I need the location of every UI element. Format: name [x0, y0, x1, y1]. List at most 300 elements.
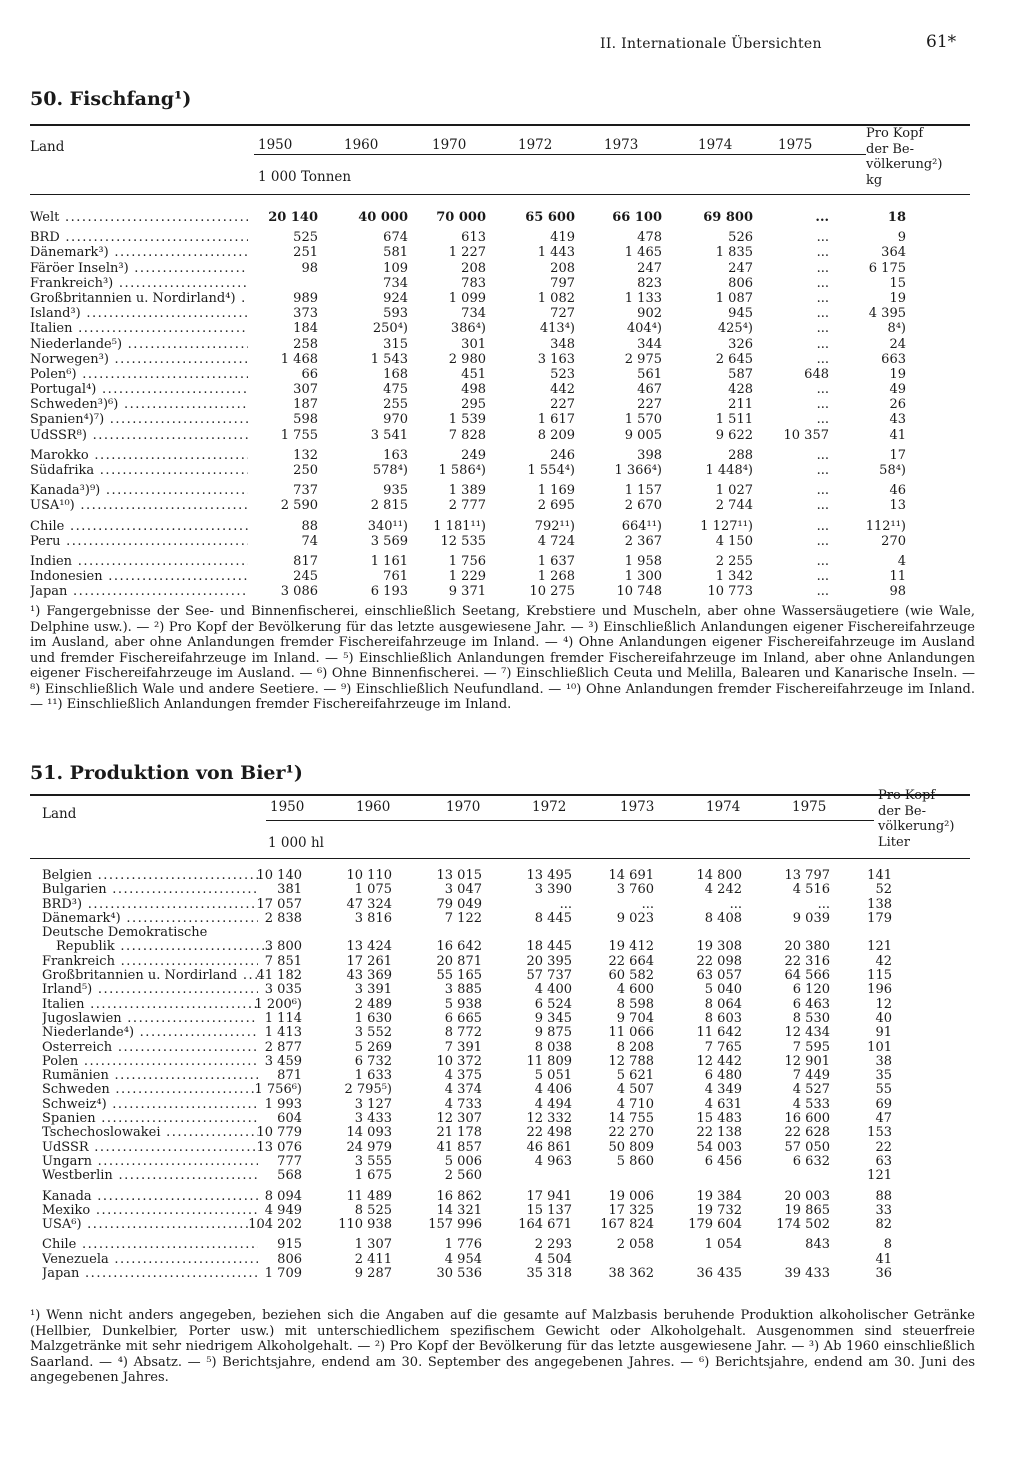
table-cell: 174 502 — [776, 1217, 830, 1233]
table-cell: 935 — [383, 483, 408, 499]
table-cell: ... — [816, 230, 829, 246]
table-cell: 1 099 — [448, 290, 486, 306]
table-cell: 467 — [637, 382, 662, 398]
table-cell: 307 — [293, 382, 318, 398]
table-cell: 1 835 — [715, 245, 753, 261]
country-label: Indien ..... — [30, 554, 248, 569]
table-row — [30, 337, 970, 352]
table-cell: 22 664 — [608, 953, 654, 969]
table-cell: ... — [559, 896, 572, 912]
table-cell: 1 027 — [715, 483, 753, 499]
table-cell: 22 — [875, 1139, 892, 1155]
table-cell: 10 357 — [783, 427, 829, 443]
table-cell: 364 — [881, 245, 906, 261]
country-label: Schweden³)⁶) ..... — [30, 397, 248, 412]
table-cell: 60 582 — [608, 968, 654, 984]
table-cell: 82 — [875, 1217, 892, 1233]
table-cell: 247 — [637, 260, 662, 276]
table51-per-capita-header — [878, 788, 954, 850]
country-label: Großbritannien u. Nordirland⁴) ..... — [30, 291, 248, 306]
per-capita-line: kg — [866, 172, 883, 188]
table-cell: 63 057 — [696, 968, 742, 984]
table-cell: 88 — [301, 518, 318, 534]
table-cell: 4 600 — [616, 982, 654, 998]
table-cell: 42 — [875, 953, 892, 969]
table-cell: 35 — [875, 1068, 892, 1084]
table50-land-header: Land — [30, 139, 65, 155]
table-cell: 6 732 — [354, 1053, 392, 1069]
table-cell: 13 076 — [256, 1139, 302, 1155]
table-cell: 11 — [889, 569, 906, 585]
table-cell: 43 369 — [346, 968, 392, 984]
table-cell: 18 — [887, 210, 906, 225]
table-cell: 19 — [889, 366, 906, 382]
table-cell: 11 642 — [696, 1025, 742, 1041]
table-cell: 19 308 — [696, 939, 742, 955]
table-cell: 19 732 — [696, 1202, 742, 1218]
table-cell: 74 — [301, 533, 318, 549]
table-cell: 12 788 — [608, 1053, 654, 1069]
table-cell: 19 — [889, 290, 906, 306]
table-cell: 18 445 — [526, 939, 572, 955]
table-cell: 20 395 — [526, 953, 572, 969]
table-cell: 4 395 — [868, 306, 906, 322]
table-cell: 398 — [637, 447, 662, 463]
table-row — [30, 291, 970, 306]
table-cell: 4 349 — [704, 1082, 742, 1098]
table-cell: 1 756 — [448, 553, 486, 569]
table-cell: ... — [815, 210, 829, 225]
table-cell: 817 — [293, 553, 318, 569]
table-cell: 16 642 — [436, 939, 482, 955]
table-cell: 54 003 — [696, 1139, 742, 1155]
year-header: 1975 — [792, 799, 827, 815]
table-cell: 208 — [550, 260, 575, 276]
table-cell: 57 050 — [784, 1139, 830, 1155]
table50-unit-rule — [254, 154, 866, 155]
table-cell: 7 828 — [448, 427, 486, 443]
table-cell: 8 — [883, 1237, 892, 1253]
table-cell: 2 695 — [537, 498, 575, 514]
table-cell: 442 — [550, 382, 575, 398]
table-cell: 4 494 — [534, 1096, 572, 1112]
table-row — [42, 1054, 972, 1068]
table-cell: 179 — [867, 910, 892, 926]
table-row — [42, 1125, 972, 1139]
table-cell: ... — [816, 275, 829, 291]
table-cell: 1 633 — [354, 1068, 392, 1084]
table-cell: 8 064 — [704, 996, 742, 1012]
table-cell: 924 — [383, 290, 408, 306]
table-cell: 295 — [461, 397, 486, 413]
year-header: 1972 — [532, 799, 567, 815]
table-cell: 38 362 — [608, 1266, 654, 1282]
country-label: BRD ..... — [30, 230, 248, 245]
table-cell: 69 — [875, 1096, 892, 1112]
table-cell: 9 371 — [448, 584, 486, 600]
country-label: Dänemark³) ..... — [30, 245, 248, 260]
table-cell: ... — [816, 518, 829, 534]
table-cell: 9 704 — [616, 1010, 654, 1026]
table-cell: 945 — [728, 306, 753, 322]
year-header: 1960 — [356, 799, 391, 815]
table-row — [30, 321, 970, 336]
table-row — [30, 261, 970, 276]
table-cell: 475 — [383, 382, 408, 398]
table-cell: 5 621 — [616, 1068, 654, 1084]
table-cell: 6 175 — [868, 260, 906, 276]
country-label: Chile ..... — [30, 519, 248, 534]
country-label: Norwegen³) ..... — [30, 352, 248, 367]
table-cell: 348 — [550, 336, 575, 352]
table-row — [42, 1082, 972, 1096]
table-cell: 167 824 — [600, 1217, 654, 1233]
table-cell: 4 — [897, 553, 906, 569]
table-cell: 250⁴) — [372, 321, 408, 337]
year-header: 1970 — [446, 799, 481, 815]
table-cell: 6 632 — [792, 1153, 830, 1169]
table-cell: 1 300 — [624, 569, 662, 585]
table-cell: 6 665 — [444, 1010, 482, 1026]
table-cell: 4 533 — [792, 1096, 830, 1112]
table-cell: 11 066 — [608, 1025, 654, 1041]
table-cell: 4 516 — [792, 882, 830, 898]
table-cell: 4 375 — [444, 1068, 482, 1084]
table-cell: 3 035 — [264, 982, 302, 998]
table-cell: 41 857 — [436, 1139, 482, 1155]
table-row — [42, 1252, 972, 1266]
table-row — [42, 882, 972, 896]
table-cell: 428 — [728, 382, 753, 398]
table-cell: 970 — [383, 412, 408, 428]
table-cell: 4 242 — [704, 882, 742, 898]
table-cell: 110 938 — [338, 1217, 392, 1233]
per-capita-line: völkerung²) — [866, 157, 943, 172]
table-cell: 6 456 — [704, 1153, 742, 1169]
table-row — [30, 584, 970, 599]
table-cell: 19 006 — [608, 1188, 654, 1204]
table-cell: 33 — [875, 1202, 892, 1218]
table-row — [30, 519, 970, 534]
country-label: Schweiz⁴) ..... — [42, 1097, 258, 1112]
table-cell: 6 463 — [792, 996, 830, 1012]
table-cell: 902 — [637, 306, 662, 322]
table-cell: 13 797 — [784, 868, 830, 883]
table-cell: 251 — [293, 245, 318, 261]
country-label: Österreich ..... — [42, 1040, 258, 1055]
table-cell: 13 495 — [526, 868, 572, 883]
table-row — [30, 534, 970, 549]
country-label: BRD³) ..... — [42, 897, 258, 912]
table-cell: 386⁴) — [450, 321, 486, 337]
table-cell: 9 005 — [624, 427, 662, 443]
table-cell: 806 — [277, 1251, 302, 1267]
table-row — [42, 997, 972, 1011]
table50-footnotes — [30, 604, 975, 713]
table-cell: 227 — [637, 397, 662, 413]
table-cell: 138 — [867, 896, 892, 912]
country-label: Westberlin ..... — [42, 1168, 258, 1183]
country-label: Spanien ..... — [42, 1111, 258, 1126]
table-cell: 20 871 — [436, 953, 482, 969]
table-cell: 1 054 — [704, 1237, 742, 1253]
table-cell: 24 979 — [346, 1139, 392, 1155]
country-label: Peru ..... — [30, 534, 248, 549]
table-row — [30, 428, 970, 443]
year-header: 1950 — [258, 137, 293, 153]
table-cell: 46 861 — [526, 1139, 572, 1155]
table-cell: 3 086 — [280, 584, 318, 600]
table-cell: 4 954 — [444, 1251, 482, 1267]
table-cell: 141 — [867, 868, 892, 883]
table-cell: 11 489 — [346, 1188, 392, 1204]
country-label: UdSSR⁸) ..... — [30, 428, 248, 443]
country-label: Spanien⁴)⁷) ..... — [30, 412, 248, 427]
table-cell: ... — [816, 498, 829, 514]
table-cell: 1 133 — [624, 290, 662, 306]
country-label: Venezuela ..... — [42, 1252, 258, 1267]
table-cell: 648 — [804, 366, 829, 382]
table-row — [42, 1068, 972, 1082]
table-cell: ... — [816, 260, 829, 276]
table-cell: 3 047 — [444, 882, 482, 898]
table-cell: ... — [729, 896, 742, 912]
table-cell: 163 — [383, 447, 408, 463]
table-cell: 14 800 — [696, 868, 742, 883]
table-cell: ... — [816, 245, 829, 261]
table-cell: 208 — [461, 260, 486, 276]
country-label: Polen ..... — [42, 1054, 258, 1069]
table-cell: 11 809 — [526, 1053, 572, 1069]
table-cell: 525 — [293, 230, 318, 246]
table-row — [42, 1011, 972, 1025]
table-cell: 2 980 — [448, 351, 486, 367]
table-cell: 13 015 — [436, 868, 482, 883]
table-cell: 1 554⁴) — [527, 463, 575, 478]
table-cell: 2 411 — [354, 1251, 392, 1267]
table-cell: 561 — [637, 366, 662, 382]
table-cell: 2 795⁵) — [344, 1082, 392, 1098]
table-row — [30, 569, 970, 584]
table-cell: 9 — [897, 230, 906, 246]
table-row — [30, 230, 970, 245]
country-label: Südafrika ..... — [30, 463, 248, 478]
table-cell: 8 094 — [264, 1188, 302, 1204]
table-row — [42, 954, 972, 968]
table-cell: 12 332 — [526, 1111, 572, 1127]
table-cell: 12 442 — [696, 1053, 742, 1069]
table-cell: ... — [816, 397, 829, 413]
table-cell: 1 161 — [370, 553, 408, 569]
per-capita-line: Liter — [878, 834, 910, 850]
country-label: Kanada ..... — [42, 1189, 258, 1204]
country-label: Island³) ..... — [30, 306, 248, 321]
table-cell: 8 209 — [537, 427, 575, 443]
table50-body — [30, 210, 970, 600]
country-label: Niederlande⁵) ..... — [30, 337, 248, 352]
table-cell: ... — [816, 351, 829, 367]
country-label: Italien ..... — [42, 997, 258, 1012]
table-cell: 43 — [889, 412, 906, 428]
table-cell: 2 777 — [448, 498, 486, 514]
table-cell: 1 993 — [264, 1096, 302, 1112]
table-cell: 340¹¹) — [367, 518, 408, 534]
table-cell: 6 120 — [792, 982, 830, 998]
table-cell: 3 390 — [534, 882, 572, 898]
table-cell: 196 — [867, 982, 892, 998]
table-cell: 246 — [550, 447, 575, 463]
table-cell: 65 600 — [525, 210, 575, 225]
country-label: Japan ..... — [42, 1266, 258, 1281]
table-cell: 593 — [383, 306, 408, 322]
table-cell: 8 598 — [616, 996, 654, 1012]
table-cell: 184 — [293, 321, 318, 337]
table-cell: 164 671 — [518, 1217, 572, 1233]
table-cell: 526 — [728, 230, 753, 246]
per-capita-line: der Be- — [878, 803, 927, 819]
table-cell: 270 — [881, 533, 906, 549]
table-cell: ... — [816, 382, 829, 398]
table-cell: 1 181¹¹) — [433, 518, 486, 534]
table-cell: 1 082 — [537, 290, 575, 306]
table-cell: 1 169 — [537, 483, 575, 499]
table-cell: 1 307 — [354, 1237, 392, 1253]
table-cell: 1 087 — [715, 290, 753, 306]
table-row — [42, 1097, 972, 1111]
footnote-text: ¹) Fangergebnisse der See- und Binnenfischerei, einschließlich Seetang, Krebstiere und Muscheln, aber ohne Wassersäugetiere (wie Wale, Delphine usw.). — ²) Pro Kopf der Bevölkerung für das letzte ausgewiesene Jahr. — ³) Einschließlich Anlandungen eigener Fischereifahrzeuge im Ausland, aber ohne Anlandungen fremder Fischereifahrzeuge im Inland. — ⁴) Ohne Anlandungen eigener Fischereifahrzeuge im Ausland und fremder Fischereifahrzeuge im Inland. — ⁵) Einschließlich Anlandungen fremder Fischereifahrzeuge im Inland, aber ohne Anlandungen eigener Fischereifahrzeuge im Ausland. — ⁶) Ohne Binnenfischerei. — ⁷) Einschließlich Ceuta und Melilla, Balearen und Kanarische Inseln. — ⁸) Einschließlich Wale und andere Seetiere. — ⁹) Einschließlich Neufundland. — ¹⁰) Ohne Anlandungen fremder Fischereifahrzeuge im Inland. — ¹¹) Einschließlich Anlandungen fremder Fischereifahrzeuge im Inland. — [30, 604, 975, 712]
table-cell: 1 539 — [448, 412, 486, 428]
table-cell: 871 — [277, 1068, 302, 1084]
table-cell: 70 000 — [436, 210, 486, 225]
country-label: Färöer Inseln³) ..... — [30, 261, 248, 276]
table-cell: 50 809 — [608, 1139, 654, 1155]
table-cell: 2 367 — [624, 533, 662, 549]
table-cell: 14 093 — [346, 1125, 392, 1141]
table-cell: 250 — [293, 463, 318, 478]
table-cell: 1 776 — [444, 1237, 482, 1253]
table-cell: ... — [816, 533, 829, 549]
table-cell: 40 000 — [358, 210, 408, 225]
table-row — [42, 982, 972, 996]
year-header: 1975 — [778, 137, 813, 153]
table-cell: 5 006 — [444, 1153, 482, 1169]
table-cell: 57 737 — [526, 968, 572, 984]
table-cell: 17 057 — [256, 896, 302, 912]
table-cell: 1 958 — [624, 553, 662, 569]
table-cell: 8 772 — [444, 1025, 482, 1041]
table-cell: 5 938 — [444, 996, 482, 1012]
country-label: Kanada³)⁹) ..... — [30, 483, 248, 498]
table-cell: 344 — [637, 336, 662, 352]
table-cell: 777 — [277, 1153, 302, 1169]
table-cell: 1 342 — [715, 569, 753, 585]
country-label: Irland⁵) ..... — [42, 982, 258, 997]
table-cell: 823 — [637, 275, 662, 291]
country-label: Indonesien ..... — [30, 569, 248, 584]
country-label: Chile ..... — [42, 1237, 258, 1252]
table-cell: 211 — [728, 397, 753, 413]
table-cell: 55 — [875, 1082, 892, 1098]
table-cell: 249 — [461, 447, 486, 463]
table-cell: 1 570 — [624, 412, 662, 428]
table-cell: 24 — [889, 336, 906, 352]
table-cell: 761 — [383, 569, 408, 585]
table-cell: 4 374 — [444, 1082, 482, 1098]
table-cell: 17 325 — [608, 1202, 654, 1218]
table-cell: 12 — [875, 996, 892, 1012]
country-label: Jugoslawien ..... — [42, 1011, 258, 1026]
year-header: 1973 — [604, 137, 639, 153]
table-cell: 10 773 — [707, 584, 753, 600]
table-cell: 69 800 — [703, 210, 753, 225]
table-row — [30, 463, 970, 478]
year-header: 1974 — [706, 799, 741, 815]
table-cell: 1 709 — [264, 1266, 302, 1282]
table-cell: 8 208 — [616, 1039, 654, 1055]
table-cell: 915 — [277, 1237, 302, 1253]
table-cell: 2 058 — [616, 1237, 654, 1253]
table-cell: 2 255 — [715, 553, 753, 569]
table-cell: ... — [816, 569, 829, 585]
table-cell: 2 489 — [354, 996, 392, 1012]
table-cell: ... — [816, 483, 829, 499]
table-cell: 806 — [728, 275, 753, 291]
table-cell: 64 566 — [784, 968, 830, 984]
table-cell: ... — [816, 290, 829, 306]
table-cell: 3 433 — [354, 1111, 392, 1127]
table-cell: 4 949 — [264, 1202, 302, 1218]
country-label: USA¹⁰) ..... — [30, 498, 248, 513]
table-cell: 153 — [867, 1125, 892, 1141]
table-cell: 301 — [461, 336, 486, 352]
table-cell: 3 541 — [370, 427, 408, 443]
table-cell: 8⁴) — [887, 321, 906, 337]
table-cell: 478 — [637, 230, 662, 246]
table-cell: 22 270 — [608, 1125, 654, 1141]
table-row — [30, 245, 970, 260]
table-cell: 10 140 — [256, 868, 302, 883]
table-cell: 8 408 — [704, 910, 742, 926]
table-cell: 9 875 — [534, 1025, 572, 1041]
table-cell: 4 507 — [616, 1082, 654, 1098]
table-cell: 15 483 — [696, 1111, 742, 1127]
table-cell: 1 157 — [624, 483, 662, 499]
table-cell: 14 691 — [608, 868, 654, 883]
table-cell: 12 535 — [440, 533, 486, 549]
country-label: Niederlande⁴) ..... — [42, 1025, 258, 1040]
country-label: USA⁶) ..... — [42, 1217, 258, 1232]
table-cell: 19 865 — [784, 1202, 830, 1218]
country-label: Dänemark⁴) ..... — [42, 911, 258, 926]
table-row — [42, 1189, 972, 1203]
table-cell: 2 590 — [280, 498, 318, 514]
table-cell: 13 — [889, 498, 906, 514]
table-cell: 2 975 — [624, 351, 662, 367]
table-cell: 587 — [728, 366, 753, 382]
table-cell: 19 384 — [696, 1188, 742, 1204]
per-capita-line: Pro Kopf — [866, 126, 924, 141]
table-cell: 46 — [889, 483, 906, 499]
table-cell: 22 098 — [696, 953, 742, 969]
table-cell: 17 941 — [526, 1188, 572, 1204]
table-cell: 1 617 — [537, 412, 575, 428]
running-head: II. Internationale Übersichten — [600, 36, 822, 52]
table-cell: 9 622 — [715, 427, 753, 443]
table-cell: 4 527 — [792, 1082, 830, 1098]
table50-header-rule — [30, 194, 970, 195]
table-cell: 1 756⁶) — [254, 1082, 302, 1098]
table51-body — [42, 868, 972, 1280]
